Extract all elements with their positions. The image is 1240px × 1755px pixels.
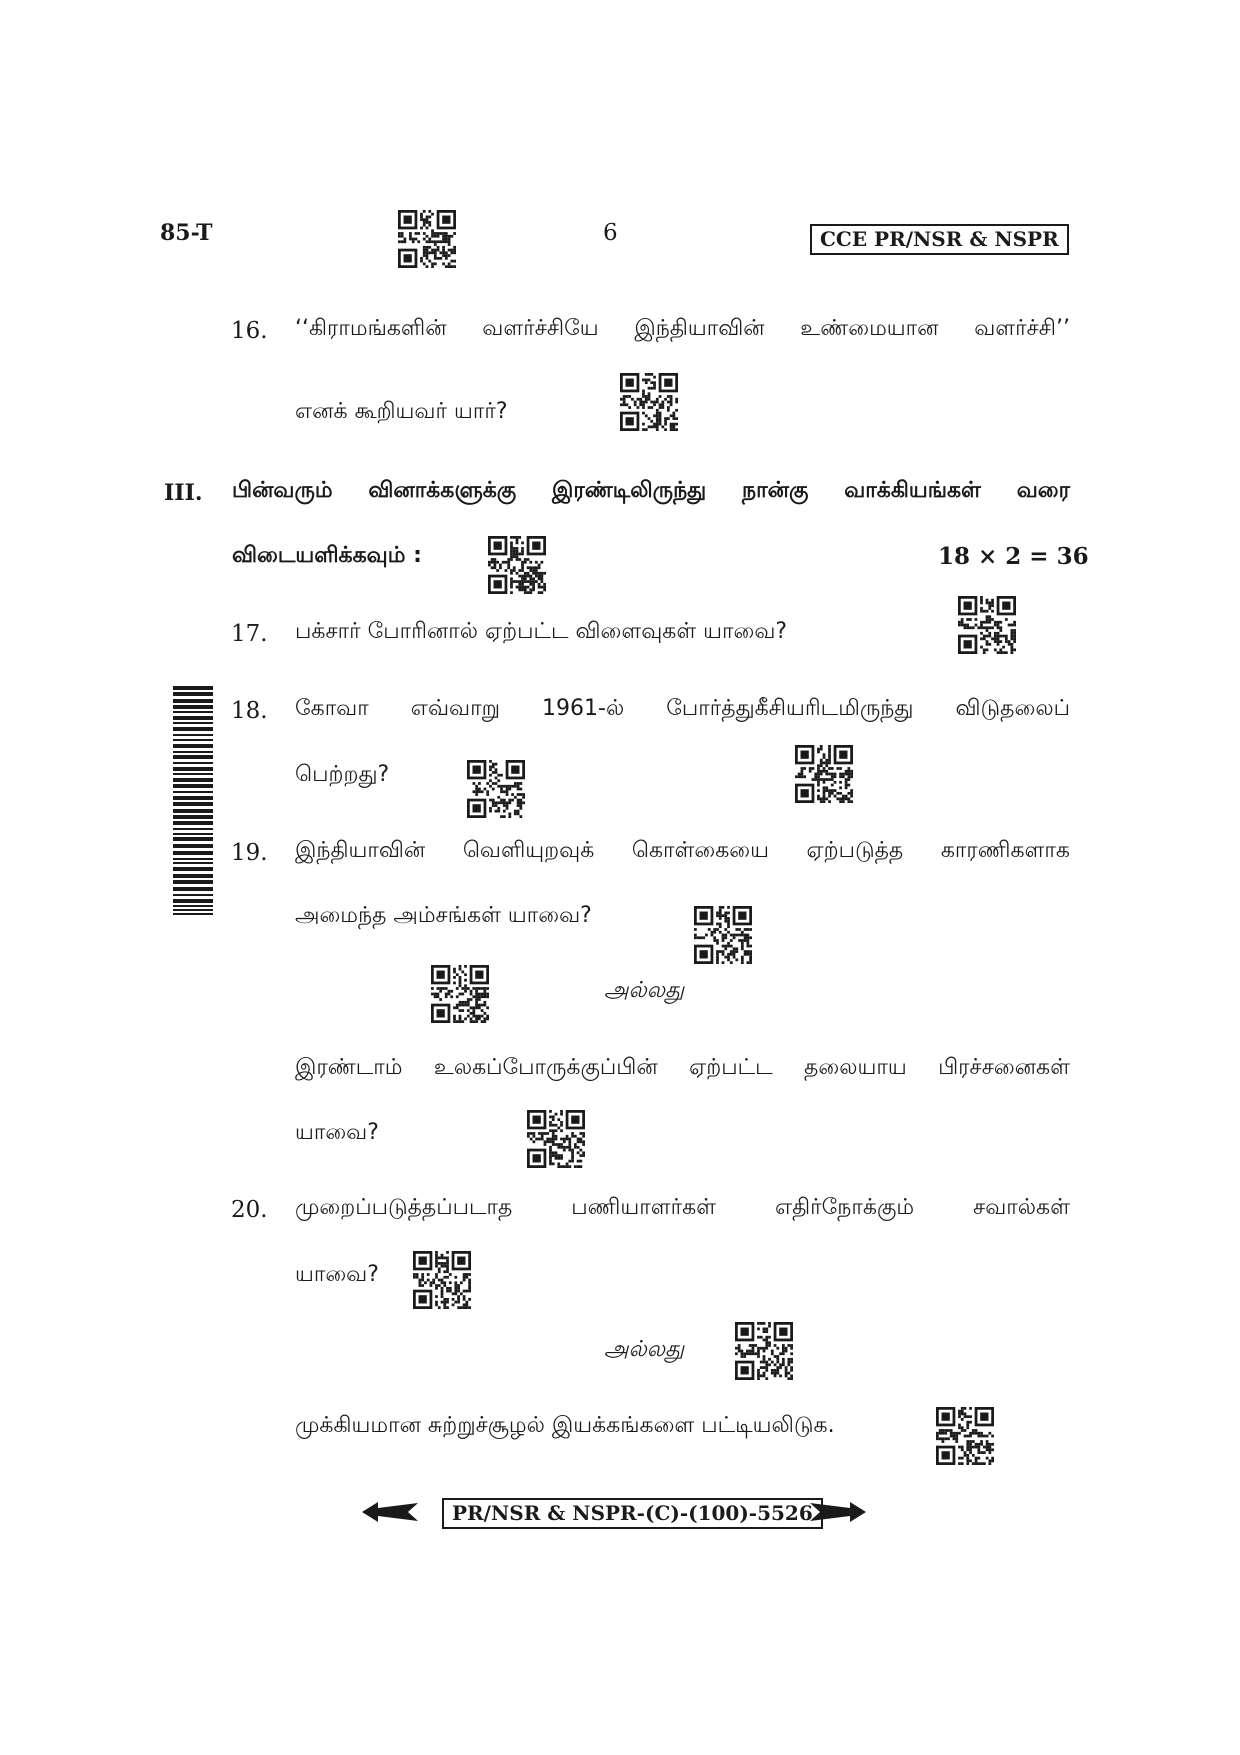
- qr-code-icon: [413, 1251, 471, 1309]
- qr-code-icon: [398, 210, 456, 268]
- word: எவ்வாறு: [410, 696, 500, 721]
- barcode-icon: [173, 686, 213, 916]
- word: முறைப்படுத்தப்படாத: [295, 1195, 513, 1220]
- question-number-18: 18.: [231, 698, 268, 724]
- word: வாக்கியங்கள்: [844, 478, 981, 503]
- q19-or-label: அல்லது: [604, 978, 685, 1003]
- q16-line-2: எனக் கூறியவர் யார்?: [295, 399, 508, 424]
- word: பணியாளர்கள்: [571, 1195, 717, 1220]
- word: வரை: [1016, 478, 1070, 503]
- word: இரண்டாம்: [295, 1055, 403, 1080]
- section-marks: 18 × 2 = 36: [938, 543, 1089, 570]
- q17-text: பக்சார் போரினால் ஏற்பட்ட விளைவுகள் யாவை?: [295, 619, 788, 644]
- question-number-19: 19.: [231, 840, 268, 866]
- q19-line-1: [295, 838, 1070, 866]
- word: தலையாய: [804, 1055, 907, 1080]
- left-arrow-icon: [362, 1499, 418, 1525]
- qr-code-icon: [488, 536, 546, 594]
- question-number-16: 16.: [231, 318, 268, 344]
- word: இரண்டிலிருந்து: [552, 478, 707, 503]
- q19-alt-line-2: யாவை?: [295, 1120, 379, 1145]
- section-instruction-line-2: விடையளிக்கவும் :: [232, 543, 422, 568]
- word: விடுதலைப்: [955, 696, 1070, 721]
- word: 1961-ல்: [542, 696, 625, 721]
- qr-code-icon: [620, 373, 678, 431]
- word: வெளியுறவுக்: [462, 838, 595, 863]
- word: கோவா: [295, 696, 369, 721]
- q20-or-label: அல்லது: [604, 1337, 685, 1362]
- word: ஏற்பட்ட: [689, 1055, 773, 1080]
- word: நான்கு: [742, 478, 809, 503]
- q18-line-2: பெற்றது?: [295, 762, 390, 787]
- exam-label: CCE PR/NSR & NSPR: [810, 224, 1069, 255]
- q19-alt-line-1: [295, 1055, 1070, 1083]
- qr-code-icon: [735, 1322, 793, 1380]
- qr-code-icon: [467, 760, 525, 818]
- q19-line-2: அமைந்த அம்சங்கள் யாவை?: [295, 903, 592, 928]
- qr-code-icon: [527, 1110, 585, 1168]
- word: இந்தியாவின்: [295, 838, 426, 863]
- q18-line-1: [295, 696, 1070, 724]
- qr-code-icon: [936, 1407, 994, 1465]
- word: போர்த்துகீசியரிடமிருந்து: [666, 696, 914, 721]
- qr-code-icon: [795, 745, 853, 803]
- section-instruction-line-1: [232, 478, 1070, 506]
- section-numeral: III.: [164, 480, 203, 506]
- qr-code-icon: [431, 965, 489, 1023]
- q20-alt-line: முக்கியமான சுற்றுச்சூழல் இயக்கங்களை பட்டியலிடுக.: [295, 1413, 835, 1438]
- word: பின்வரும்: [232, 478, 333, 503]
- qr-code-icon: [694, 906, 752, 964]
- word: எதிர்நோக்கும்: [774, 1195, 915, 1220]
- word: பிரச்சனைகள்: [938, 1055, 1070, 1080]
- question-number-17: 17.: [231, 621, 268, 647]
- word: வளர்ச்சி’’: [974, 316, 1070, 341]
- word: ‘‘கிராமங்களின்: [295, 316, 447, 341]
- qr-code-icon: [958, 596, 1016, 654]
- q20-line-2: யாவை?: [295, 1262, 379, 1287]
- word: ஏற்படுத்த: [806, 838, 904, 863]
- word: காரணிகளாக: [940, 838, 1070, 863]
- word: உலகப்போருக்குப்பின்: [433, 1055, 658, 1080]
- footer-code: PR/NSR & NSPR-(C)-(100)-5526: [442, 1498, 823, 1529]
- q16-line-1: [295, 316, 1070, 344]
- word: உண்மையான: [800, 316, 939, 341]
- page-number: 6: [603, 220, 618, 246]
- word: இந்தியாவின்: [634, 316, 765, 341]
- word: சவால்கள்: [973, 1195, 1070, 1220]
- paper-code: 85-T: [160, 220, 213, 246]
- word: வளர்ச்சியே: [482, 316, 599, 341]
- word: கொள்கையை: [631, 838, 769, 863]
- q20-line-1: [295, 1195, 1070, 1223]
- right-arrow-icon: [810, 1499, 866, 1525]
- question-number-20: 20.: [231, 1197, 268, 1223]
- word: வினாக்களுக்கு: [368, 478, 517, 503]
